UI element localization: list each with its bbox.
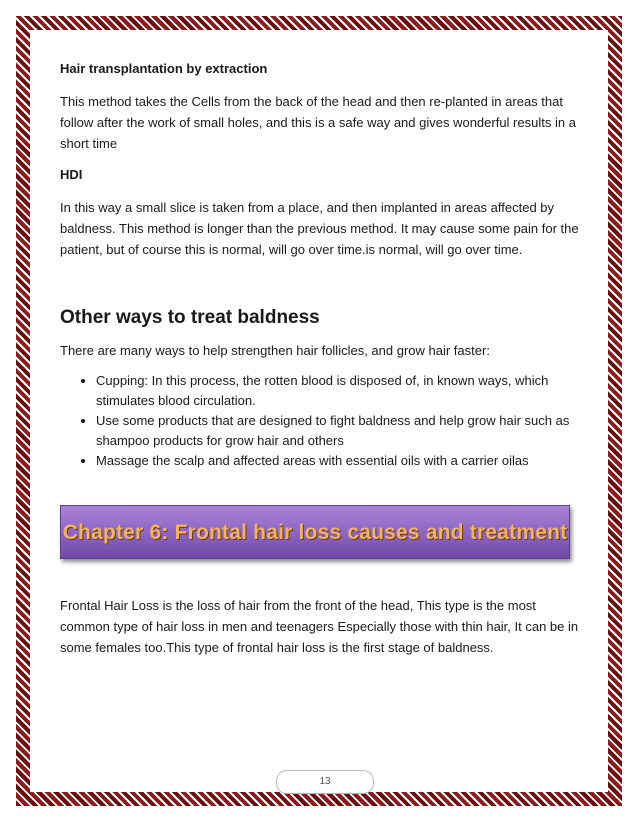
chapter-title: Chapter 6: Frontal hair loss causes and treatment <box>62 520 568 544</box>
paragraph-hdi: In this way a small slice is taken from a place, and then implanted in areas affected by baldness. This method is longer than the previous method. It may cause some pain for the patient, but of course this is normal, will go over time.is normal, will go over time. <box>60 200 579 257</box>
list-item: • Cupping: In this process, the rotten blood is disposed of, in known ways, which stimulates blood circulation. <box>96 371 582 411</box>
chapter-banner <box>60 505 570 559</box>
page-number: 13 <box>276 770 374 794</box>
bullet-list <box>60 371 582 471</box>
paragraph-frontal-hair-loss: Frontal Hair Loss is the loss of hair from the front of the head, This type is the most common type of hair loss in men and teenagers Especially those with thin hair, It can be in some females too.This type of frontal hair loss is the first stage of baldness. <box>60 598 579 655</box>
list-item: • Massage the scalp and affected areas with essential oils with a carrier oilas <box>96 451 582 471</box>
section-heading-extraction: Hair transplantation by extraction <box>60 61 268 76</box>
list-item: • Use some products that are designed to fight baldness and help grow hair such as shampoo products for grow hair and others <box>96 411 582 451</box>
section-title-other-ways: Other ways to treat baldness <box>60 307 320 328</box>
paragraph-extraction: This method takes the Cells from the back of the head and then re-planted in areas that follow after the work of small holes, and this is a safe way and gives wonderful results in a short time <box>60 94 576 151</box>
section-heading-hdi: HDI <box>60 167 83 182</box>
paragraph-other-ways-intro: There are many ways to help strengthen hair follicles, and grow hair faster: <box>60 343 490 358</box>
page-content <box>60 58 582 668</box>
